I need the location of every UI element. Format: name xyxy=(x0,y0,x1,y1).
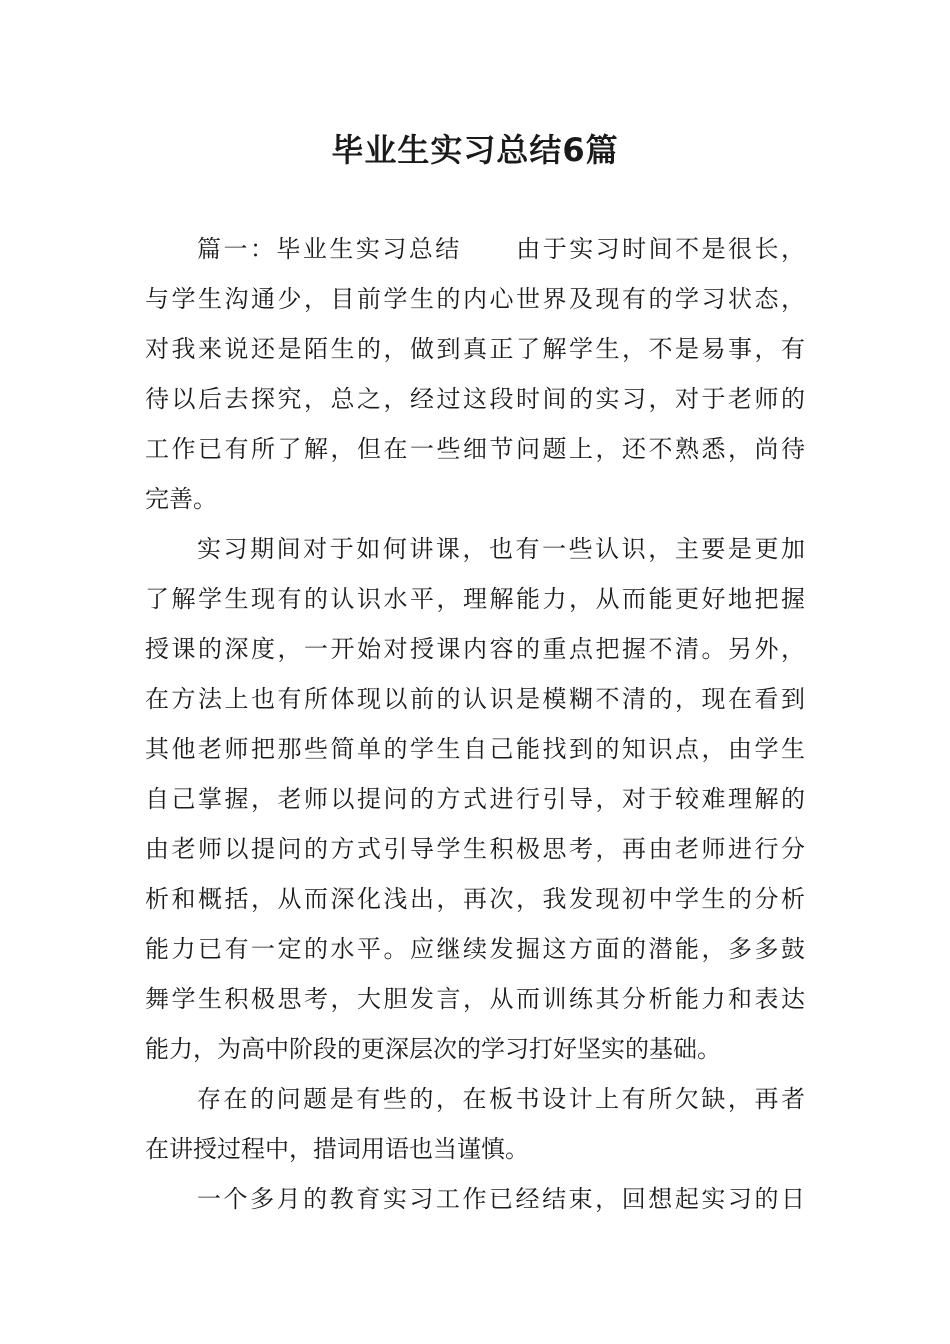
paragraph-line: 在方法上也有所体现以前的认识是模糊不清的，现在看到 xyxy=(145,685,805,713)
document-body xyxy=(145,224,805,1224)
paragraph-line: 析和概括，从而深化浅出，再次，我发现初中学生的分析 xyxy=(145,885,805,913)
paragraph-line: 工作已有所了解，但在一些细节问题上，还不熟悉，尚待 xyxy=(145,435,805,463)
paragraph-line: 存在的问题是有些的，在板书设计上有所欠缺，再者 xyxy=(197,1085,805,1113)
paragraph-line: 能力，为高中阶段的更深层次的学习打好坚实的基础。 xyxy=(145,1035,721,1063)
paragraph-line: 由老师以提问的方式引导学生积极思考，再由老师进行分 xyxy=(145,835,805,863)
paragraph-line: 了解学生现有的认识水平，理解能力，从而能更好地把握 xyxy=(145,585,805,613)
paragraph-line: 完善。 xyxy=(145,485,217,513)
paragraph-text: 由于实习时间不是很长， xyxy=(513,235,806,263)
document-title: 毕业生实习总结6篇 xyxy=(331,131,619,169)
paragraph-line xyxy=(145,224,805,274)
paragraph-line: 与学生沟通少，目前学生的内心世界及现有的学习状态， xyxy=(145,285,805,313)
paragraph-line: 舞学生积极思考，大胆发言，从而训练其分析能力和表达 xyxy=(145,985,805,1013)
paragraph-line: 能力已有一定的水平。应继续发掘这方面的潜能，多多鼓 xyxy=(145,935,805,963)
paragraph-line: 授课的深度，一开始对授课内容的重点把握不清。另外， xyxy=(145,635,805,663)
paragraph-line: 自己掌握，老师以提问的方式进行引导，对于较难理解的 xyxy=(145,785,805,813)
paragraph-line: 一个多月的教育实习工作已经结束，回想起实习的日 xyxy=(197,1185,805,1213)
paragraph-line: 在讲授过程中，措词用语也当谨慎。 xyxy=(145,1135,529,1163)
paragraph-line: 其他老师把那些简单的学生自己能找到的知识点，由学生 xyxy=(145,735,805,763)
paragraph-line: 待以后去探究，总之，经过这段时间的实习，对于老师的 xyxy=(145,385,805,413)
paragraph-line: 对我来说还是陌生的，做到真正了解学生，不是易事，有 xyxy=(145,335,805,363)
section-heading: 篇一：毕业生实习总结 xyxy=(197,235,462,263)
paragraph-line: 实习期间对于如何讲课，也有一些认识，主要是更加 xyxy=(197,535,805,563)
